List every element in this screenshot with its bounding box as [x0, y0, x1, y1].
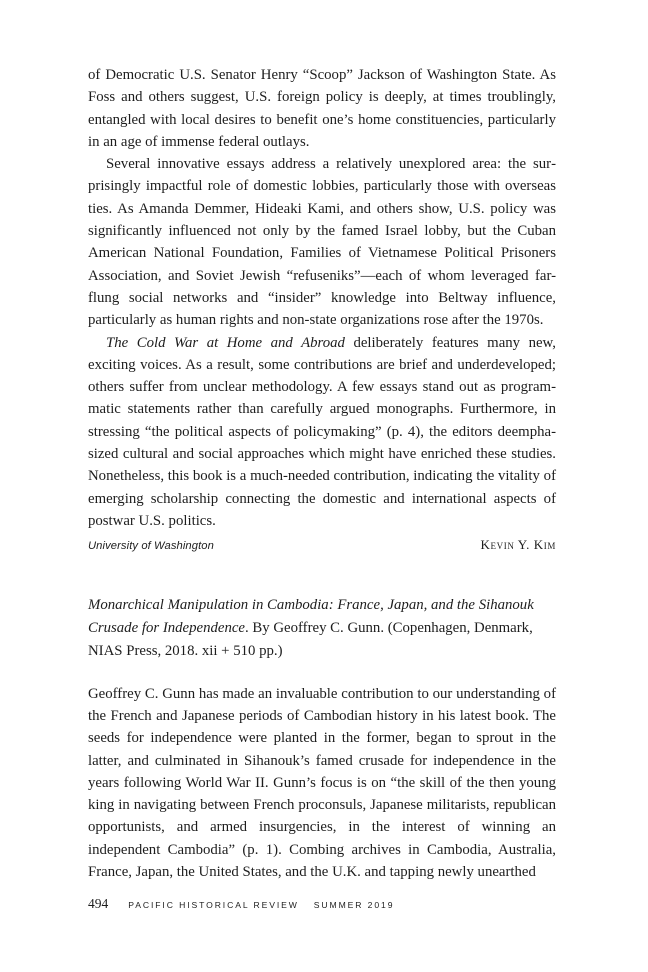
- reviewer-affiliation: University of Washington: [88, 540, 214, 553]
- paragraph-3-text: deliberately features many new, exciting voices. As a result, some contributions are brief and underdeveloped; others suffer from unclear methodology. A few essays stand out as programmatic statements rather than carefully argued monographs. Furthermore, in stressing “the political aspects of policymaking” (p. 4), the editors deemphasized cultural and social approaches which might have enriched these studies. Nonetheless, this book is a much-needed contribution, indicating the vitality of emerging scholarship connecting the domestic and international aspects of postwar U.S. politics.: [88, 334, 556, 529]
- journal-page: [88, 64, 556, 883]
- book-title: Monarchical Manipulation in Cambodia: France, Japan, and the Sihanouk Crusade for Independence: [88, 597, 534, 637]
- journal-issue: SUMMER 2019: [313, 900, 395, 910]
- reviewed-book-title-reference: The Cold War at Home and Abroad: [106, 334, 345, 351]
- paragraph-2: Several innovative essays address a relatively unexplored area: the surprisingly impactful role of domestic lobbies, particularly those with overseas ties. As Amanda Demmer, Hideaki Kami, and others show, U.S. policy was significantly influenced not only by the famed Israel lobby, but the Cuban American National Foundation, Families of Vietnamese Political Prisoners Association, and Soviet Jewish “refuseniks”—each of whom leveraged far-flung social networks and “insider” knowledge into Beltway influence, particularly as human rights and non-state organizations rose after the 1970s.: [88, 156, 556, 329]
- page-footer: [88, 896, 394, 912]
- book-citation: . By Geoffrey C. Gunn. (Copenhagen, Denmark, NIAS Press, 2018. xii + 510 pp.): [88, 620, 533, 659]
- paragraph-1: of Democratic U.S. Senator Henry “Scoop” Jackson of Washington State. As Foss and others suggest, U.S. foreign policy is deeply, at times troublingly, entangled with local desires to benefit one’s home constituencies, particularly in an age of immense federal outlays.: [88, 67, 556, 150]
- reviewer-name: Kevin Y. Kim: [480, 537, 556, 553]
- review-body-paragraph: Geoffrey C. Gunn has made an invaluable contribution to our understanding of the French and Japanese periods of Cambodian history in his latest book. The seeds for independence were planted in the former, began to sprout in the latter, and culminated in Sihanouk’s famed crusade for independence in the years following World War II. Gunn’s focus is on “the skill of the then young king in navigating between French proconsuls, Japanese militarists, republican opportunists, and armed insurgencies, in the interest of winning an independent Cambodia” (p. 1). Combing archives in Cambodia, Australia, France, Japan, the United States, and the U.K. and tapping newly unearthed: [88, 685, 556, 880]
- journal-name: PACIFIC HISTORICAL REVIEW: [128, 900, 299, 910]
- paragraph-3: [88, 332, 556, 533]
- review-heading: [88, 594, 556, 662]
- page-number: 494: [88, 896, 109, 911]
- reviewer-signature: [88, 537, 556, 555]
